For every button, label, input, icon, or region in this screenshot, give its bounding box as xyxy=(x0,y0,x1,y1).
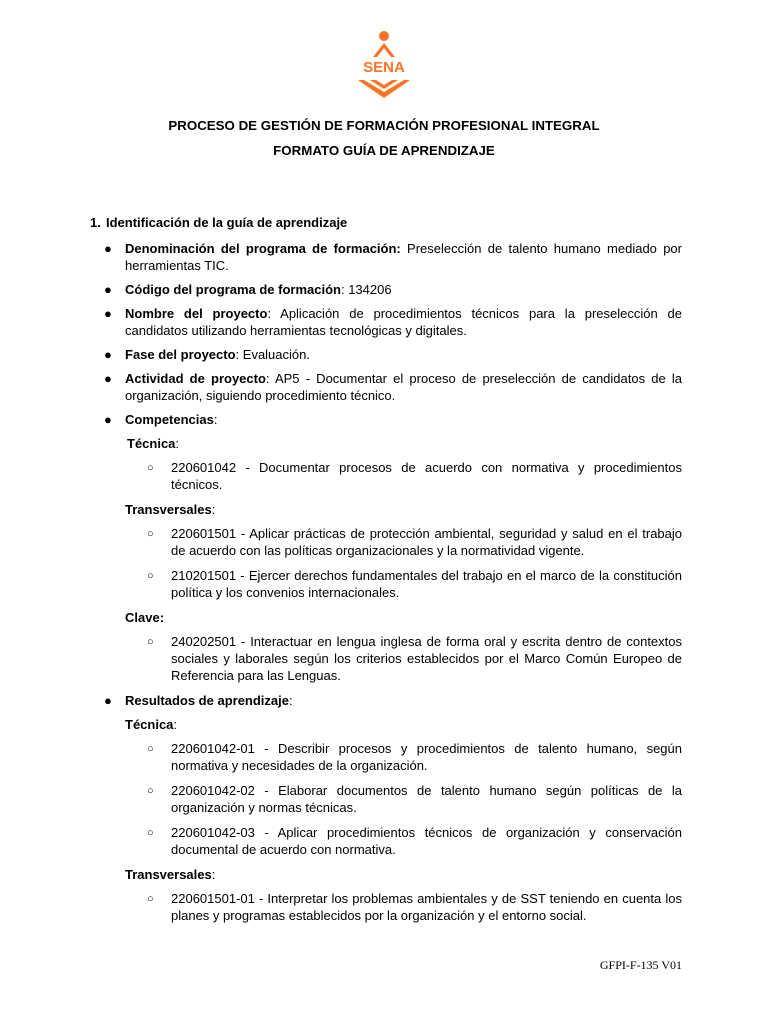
list-item: ○ 220601042-03 - Aplicar procedimientos técnicos de organización y conservación documental de acuerdo con normativa. xyxy=(147,825,682,857)
circle-bullet-icon: ○ xyxy=(147,893,154,905)
list-item: ○ 240202501 - Interactuar en lengua inglesa de forma oral y escrita dentro de contextos sociales y laborales según los criterios establecidos por el Marco Común Europeo de Referencia para las Lenguas. xyxy=(147,634,682,683)
list-item: ○ 220601042-01 - Describir procesos y procedimientos de talento humano, según normativa y necesidades de la organización. xyxy=(147,741,682,773)
document-title: PROCESO DE GESTIÓN DE FORMACIÓN PROFESIONAL INTEGRAL xyxy=(168,118,600,133)
circle-bullet-icon: ○ xyxy=(147,462,154,474)
section-heading: 1. Identificación de la guía de aprendizaje xyxy=(90,215,348,230)
list-item: ○ 210201501 - Ejercer derechos fundamentales del trabajo en el marco de la constitución política y los convenios internacionales. xyxy=(147,568,682,600)
item-nombre: ● Nombre del proyecto: Aplicación de procedimientos técnicos para la preselección de candidatos utilizando herramientas tecnológicas y digitales. xyxy=(104,306,682,338)
list-item: ○ 220601501-01 - Interpretar los problemas ambientales y de SST teniendo en cuenta los planes y programas establecidos por la organización y el entorno social. xyxy=(147,891,682,923)
sena-logo xyxy=(352,30,416,102)
bullet-icon: ● xyxy=(104,371,112,386)
circle-bullet-icon: ○ xyxy=(147,827,154,839)
competencias-transversales-label: Transversales: xyxy=(125,502,216,517)
circle-bullet-icon: ○ xyxy=(147,570,154,582)
document-subtitle: FORMATO GUÍA DE APRENDIZAJE xyxy=(273,143,495,158)
list-item: ○ 220601042 - Documentar procesos de acuerdo con normativa y procedimientos técnicos. xyxy=(147,460,682,492)
bullet-icon: ● xyxy=(104,306,112,321)
competencias-tecnica-label: Técnica: xyxy=(127,436,180,451)
circle-bullet-icon: ○ xyxy=(147,743,154,755)
bullet-icon: ● xyxy=(104,282,112,297)
footer-code: GFPI-F-135 V01 xyxy=(599,958,682,972)
list-item: ○ 220601042-02 - Elaborar documentos de talento humano según políticas de la organización y normas técnicas. xyxy=(147,783,682,815)
document-body xyxy=(90,214,682,932)
item-fase: ● Fase del proyecto: Evaluación. xyxy=(104,347,310,362)
item-competencias: ● Competencias: xyxy=(104,412,218,427)
sena-logo-icon xyxy=(352,30,416,102)
resultados-tecnica-label: Técnica: xyxy=(125,717,178,732)
circle-bullet-icon: ○ xyxy=(147,785,154,797)
circle-bullet-icon: ○ xyxy=(147,636,154,648)
item-programa: ● Denominación del programa de formación: Preselección de talento humano mediado por herramientas TIC. xyxy=(104,241,682,273)
item-codigo: ● Código del programa de formación: 134206 xyxy=(104,282,392,297)
list-item: ○ 220601501 - Aplicar prácticas de protección ambiental, seguridad y salud en el trabajo de acuerdo con las políticas organizacionales y la normatividad vigente. xyxy=(147,526,682,558)
bullet-icon: ● xyxy=(104,412,112,427)
competencias-clave-label: Clave: xyxy=(125,610,165,625)
bullet-icon: ● xyxy=(104,241,112,256)
circle-bullet-icon: ○ xyxy=(147,528,154,540)
item-actividad: ● Actividad de proyecto: AP5 - Documentar el proceso de preselección de candidatos de la organización, siguiendo procedimiento técnico. xyxy=(104,371,682,403)
bullet-icon: ● xyxy=(104,693,112,708)
resultados-transversales-label: Transversales: xyxy=(125,867,216,882)
logo-text: SENA xyxy=(363,59,405,76)
item-resultados: ● Resultados de aprendizaje: xyxy=(104,693,293,708)
bullet-icon: ● xyxy=(104,347,112,362)
